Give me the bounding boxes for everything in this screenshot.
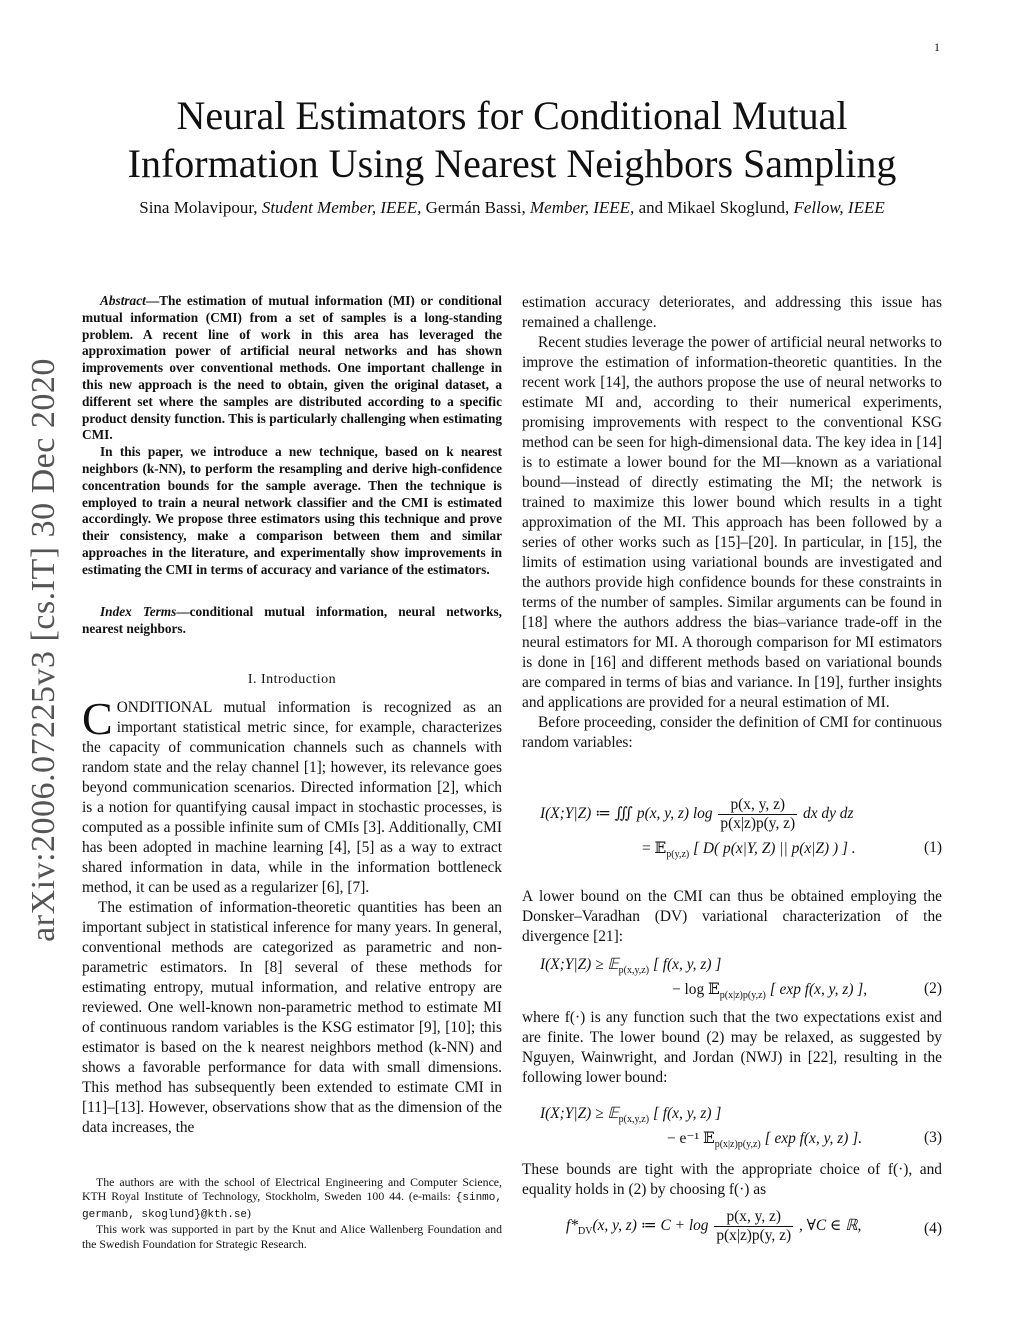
eq2-number: (2) bbox=[924, 980, 942, 997]
eq3-line2-rest: [ exp f(x, y, z) ]. bbox=[764, 1130, 863, 1147]
equation-4 bbox=[522, 1208, 942, 1245]
footnote-paren: ) bbox=[247, 1205, 251, 1220]
eq1-line2: = 𝔼 bbox=[642, 840, 667, 857]
eq3-line2-sub: p(x|z)p(y,z) bbox=[714, 1139, 761, 1150]
eq4-tail: , ∀C ∈ ℝ, bbox=[798, 1217, 862, 1235]
footnote-affiliation-text: The authors are with the school of Electrical Engineering and Computer Science, KTH Royal Institute of Technology, Stockholm, Sweden 100 44. (e-mails: bbox=[82, 1175, 502, 1204]
eq2-line1-sub: p(x,y,z) bbox=[618, 965, 650, 976]
eq3-line2: − e⁻¹ 𝔼 bbox=[667, 1130, 715, 1147]
eq3-number: (3) bbox=[924, 1129, 942, 1146]
right-para-2: Before proceeding, consider the definition of CMI for continuous random variables: bbox=[522, 714, 942, 751]
equation-2 bbox=[522, 955, 942, 1001]
abstract-para-1 bbox=[82, 293, 502, 444]
index-terms-label: Index Terms bbox=[100, 604, 177, 619]
eq4-fraction bbox=[714, 1208, 793, 1245]
right-para-1: Recent studies leverage the power of artificial neural networks to improve the estimation of information-theoretic quantities. In the recent work [14], the authors propose the use of neural networks to estimate MI and, according to their numerical experiments, promising improvements with respect to the conventional KSG method can be seen for high-dimensional data. The key idea in [14] is to estimate a lower bound for the MI—known as a variational bound—instead of directly estimating the MI; the network is trained to maximize this lower bound which results in a tight approximation of the MI. This approach has been followed by a series of other works such as [15]–[20]. In particular, in [15], the limits of estimation using variational bounds are investigated and the authors provide high confidence bounds for these constraints in terms of the number of samples. Similar arguments can be found in [18] where the authors address the bias–variance trade-off in the neural estimators for MI. A thorough comparison for MI estimators is done in [16] and different methods based on variational bounds are compared in terms of bias and variance. In [19], further insights and applications are provided for a neural estimation of MI. bbox=[522, 334, 942, 711]
eq4-numerator: p(x, y, z) bbox=[714, 1208, 793, 1227]
introduction bbox=[82, 693, 502, 1138]
page-number: 1 bbox=[934, 40, 940, 54]
eq1-numerator: p(x, y, z) bbox=[718, 796, 797, 815]
footnote-affiliation bbox=[82, 1175, 502, 1222]
equation-1 bbox=[522, 796, 942, 860]
eq3-line1-rest: [ f(x, y, z) ] bbox=[652, 1105, 722, 1122]
equation-3 bbox=[522, 1104, 942, 1150]
author-1-role: Student Member, IEEE, bbox=[261, 198, 422, 217]
author-1: Sina Molavipour, bbox=[139, 198, 258, 217]
abstract-para-2: In this paper, we introduce a new technique, based on k nearest neighbors (k-NN), to perform the resampling and derive high-confidence concentration bounds for the sample average. Then the technique is employed to train a neural network classifier and the CMI is estimated accordingly. We propose three estimators using this technique and prove their consistency, make a comparison between them and similar approaches in the literature, and experimentally show improvements in estimating the CMI in terms of accuracy and variance of the estimators. bbox=[82, 444, 502, 577]
eq1-tail: dx dy dz bbox=[803, 805, 854, 823]
drop-cap: C bbox=[82, 693, 113, 744]
author-emails: {sinmo, germanb, skoglund}@kth.se bbox=[82, 1192, 502, 1221]
index-terms-text: —conditional mutual information, neural networks, nearest neighbors. bbox=[82, 604, 503, 636]
eq4-lhs: f* bbox=[566, 1217, 578, 1235]
eq2-line2-sub: p(x|z)p(y,z) bbox=[719, 990, 766, 1001]
eq3-line1: I(X;Y|Z) ≥ 𝔼 bbox=[540, 1105, 619, 1122]
eq1-line2-sub: p(y,z) bbox=[666, 849, 690, 860]
eq1-number: (1) bbox=[924, 839, 942, 856]
eq1-line2-rest: [ D( p(x|Y, Z) || p(x|Z) ) ] . bbox=[693, 840, 856, 857]
eq4-lhs-sub: DV bbox=[577, 1226, 593, 1238]
author-2: Germán Bassi, bbox=[425, 198, 526, 217]
right-column-text-3 bbox=[522, 1008, 942, 1088]
eq2-line1-rest: [ f(x, y, z) ] bbox=[652, 956, 722, 973]
footnote bbox=[82, 1175, 502, 1251]
right-column-text-4 bbox=[522, 1160, 942, 1200]
eq2-line1: I(X;Y|Z) ≥ 𝔼 bbox=[540, 956, 619, 973]
intro-text-1: ONDITIONAL mutual information is recognized as an important statistical metric since, for example, characterizes the capacity of communication channels such as channels with random state and the relay channel [1]; however, its relevance goes beyond communication scenarios. Directed information [2], which is a notion for quantifying causal impact in stochastic processes, is computed as a possible infinite sum of CMIs [3]. Additionally, CMI has been adopted in machine learning [4], [5] as a way to extract shared information in data, while in the information bottleneck method, it can be used as a regularizer [6], [7]. bbox=[82, 699, 502, 896]
abstract-label: Abstract bbox=[100, 293, 146, 308]
eq2-line2-rest: [ exp f(x, y, z) ], bbox=[769, 981, 868, 998]
author-list bbox=[60, 198, 964, 218]
eq1-lhs: I(X;Y|Z) ≔ ∭ p(x, y, z) log bbox=[540, 805, 713, 823]
paper-title: Neural Estimators for Conditional Mutual Information Using Nearest Neighbors Sampling bbox=[127, 93, 897, 186]
right-para-4: where f(·) is any function such that the two expectations exist and are finite. The lower bound (2) may be relaxed, as suggested by Nguyen, Wainwright, and Jordan (NWJ) in [22], resulting in the following lower bound: bbox=[522, 1009, 942, 1086]
eq1-denominator: p(x|z)p(y, z) bbox=[720, 815, 796, 832]
eq4-denominator: p(x|z)p(y, z) bbox=[716, 1227, 792, 1244]
right-column-text-1 bbox=[522, 293, 942, 753]
eq3-line1-sub: p(x,y,z) bbox=[618, 1114, 650, 1125]
eq4-mid: (x, y, z) ≔ C + log bbox=[592, 1217, 709, 1235]
right-para-0: estimation accuracy deteriorates, and addressing this issue has remained a challenge. bbox=[522, 294, 942, 331]
eq2-line2: − log 𝔼 bbox=[672, 981, 720, 998]
eq4-number: (4) bbox=[924, 1220, 942, 1237]
intro-para-2: The estimation of information-theoretic quantities has been an important subject in statistical inference for many years. In general, conventional methods are categorized as parametric and non-parametric estimators. In [8] several of these methods for estimating entropy, mutual information, and relative entropy are reviewed. One well-known non-parametric method to estimate MI of continuous random variables is the KSG estimator [9], [10]; this estimator is based on the k nearest neighbors method (k-NN) and shows a favorable performance for data with small dimensions. This method has subsequently been extended to estimate CMI in [11]–[13]. However, observations show that as the dimension of the data increases, the bbox=[82, 899, 502, 1136]
section-heading: I. Introduction bbox=[247, 672, 337, 687]
eq1-fraction bbox=[718, 796, 797, 833]
intro-para-1 bbox=[82, 693, 502, 898]
arxiv-id: arXiv:2006.07225v3 [cs.IT] 30 Dec 2020 bbox=[25, 358, 62, 942]
index-terms bbox=[82, 604, 502, 638]
right-para-3: A lower bound on the CMI can thus be obtained employing the Donsker–Varadhan (DV) variational characterization of the divergence [21]: bbox=[522, 888, 942, 945]
footnote-funding: This work was supported in part by the Knut and Alice Wallenberg Foundation and the Swedish Foundation for Strategic Research. bbox=[82, 1222, 502, 1251]
author-3-role: Fellow, IEEE bbox=[793, 198, 885, 217]
abstract-text-1: —The estimation of mutual information (MI) or conditional mutual information (CMI) from a set of samples is a long-standing problem. A recent line of work in this area has leveraged the approximation power of artificial neural networks and has shown improvements over conventional methods. One important challenge in this new approach is the need to obtain, given the original dataset, a different set where the samples are distributed according to a specific product density function. This is particularly challenging when estimating CMI. bbox=[82, 293, 502, 443]
author-3: and Mikael Skoglund, bbox=[638, 198, 790, 217]
right-column-text-2 bbox=[522, 887, 942, 947]
right-para-5: These bounds are tight with the appropriate choice of f(·), and equality holds in (2) by choosing f(·) as bbox=[522, 1161, 942, 1198]
author-2-role: Member, IEEE, bbox=[529, 198, 635, 217]
abstract bbox=[82, 293, 502, 579]
